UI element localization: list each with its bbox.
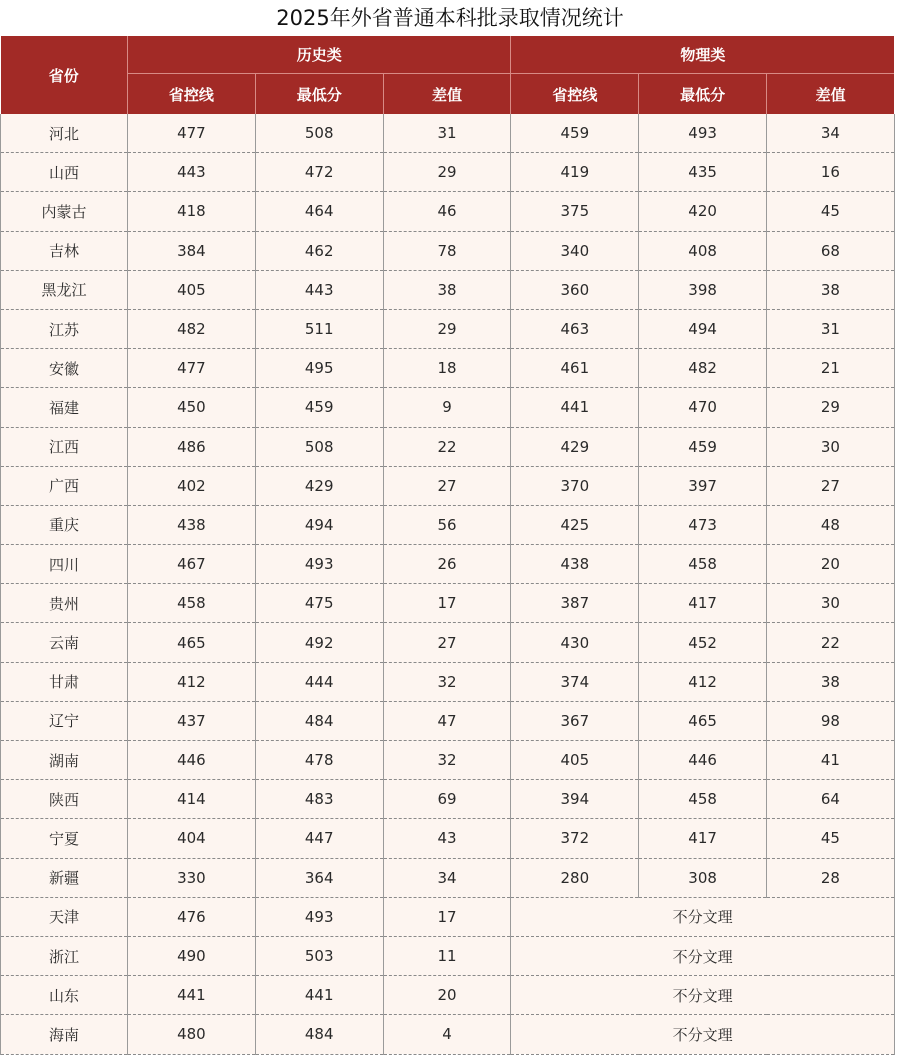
cell-province: 安徽	[1, 349, 128, 388]
cell-physics-control-line: 425	[511, 505, 639, 544]
cell-history-control-line: 446	[128, 741, 256, 780]
table-row	[1, 270, 895, 309]
table-row	[1, 936, 895, 975]
header-history-group: 历史类	[128, 36, 511, 74]
cell-history-difference: 47	[383, 701, 511, 740]
cell-physics-difference: 27	[767, 466, 895, 505]
cell-history-control-line: 437	[128, 701, 256, 740]
cell-physics-difference: 30	[767, 427, 895, 466]
header-physics-min-score: 最低分	[639, 74, 767, 115]
table-row	[1, 545, 895, 584]
cell-physics-min-score: 473	[639, 505, 767, 544]
cell-history-difference: 32	[383, 741, 511, 780]
cell-history-difference: 31	[383, 114, 511, 153]
cell-physics-min-score: 446	[639, 741, 767, 780]
cell-history-min-score: 508	[255, 114, 383, 153]
cell-province: 河北	[1, 114, 128, 153]
page-title: 2025年外省普通本科批录取情况统计	[0, 0, 900, 36]
cell-history-min-score: 495	[255, 349, 383, 388]
cell-history-min-score: 493	[255, 897, 383, 936]
cell-history-control-line: 384	[128, 231, 256, 270]
cell-province: 海南	[1, 1015, 128, 1054]
cell-physics-control-line: 360	[511, 270, 639, 309]
cell-province: 江西	[1, 427, 128, 466]
cell-history-control-line: 330	[128, 858, 256, 897]
cell-province: 山西	[1, 153, 128, 192]
cell-physics-control-line: 372	[511, 819, 639, 858]
cell-history-control-line: 438	[128, 505, 256, 544]
cell-history-min-score: 483	[255, 780, 383, 819]
table-row	[1, 976, 895, 1015]
cell-physics-difference: 21	[767, 349, 895, 388]
cell-history-difference: 46	[383, 192, 511, 231]
cell-history-difference: 56	[383, 505, 511, 544]
admission-table	[0, 36, 895, 1055]
cell-physics-min-score: 412	[639, 662, 767, 701]
cell-province: 云南	[1, 623, 128, 662]
cell-physics-min-score: 465	[639, 701, 767, 740]
cell-physics-min-score: 459	[639, 427, 767, 466]
cell-physics-difference: 16	[767, 153, 895, 192]
cell-physics-control-line: 463	[511, 309, 639, 348]
cell-physics-difference: 45	[767, 192, 895, 231]
cell-history-difference: 43	[383, 819, 511, 858]
cell-no-split-note: 不分文理	[511, 936, 894, 975]
cell-history-min-score: 472	[255, 153, 383, 192]
cell-history-difference: 27	[383, 466, 511, 505]
cell-history-min-score: 462	[255, 231, 383, 270]
cell-physics-control-line: 387	[511, 584, 639, 623]
cell-physics-min-score: 452	[639, 623, 767, 662]
header-history-control-line: 省控线	[128, 74, 256, 115]
cell-province: 内蒙古	[1, 192, 128, 231]
table-row	[1, 427, 895, 466]
cell-history-control-line: 418	[128, 192, 256, 231]
header-province: 省份	[1, 36, 128, 114]
header-history-difference: 差值	[383, 74, 511, 115]
cell-history-control-line: 441	[128, 976, 256, 1015]
cell-history-min-score: 441	[255, 976, 383, 1015]
cell-physics-min-score: 494	[639, 309, 767, 348]
admission-table-container	[0, 36, 894, 1055]
cell-history-control-line: 477	[128, 349, 256, 388]
table-row	[1, 114, 895, 153]
cell-history-min-score: 475	[255, 584, 383, 623]
cell-no-split-note: 不分文理	[511, 897, 894, 936]
header-history-min-score: 最低分	[255, 74, 383, 115]
cell-physics-difference: 30	[767, 584, 895, 623]
cell-physics-difference: 48	[767, 505, 895, 544]
cell-history-min-score: 447	[255, 819, 383, 858]
cell-history-control-line: 414	[128, 780, 256, 819]
table-row	[1, 309, 895, 348]
table-row	[1, 741, 895, 780]
cell-history-control-line: 480	[128, 1015, 256, 1054]
table-header	[1, 36, 895, 114]
cell-history-min-score: 494	[255, 505, 383, 544]
cell-province: 广西	[1, 466, 128, 505]
cell-province: 江苏	[1, 309, 128, 348]
cell-province: 辽宁	[1, 701, 128, 740]
cell-history-difference: 32	[383, 662, 511, 701]
cell-history-difference: 17	[383, 584, 511, 623]
table-row	[1, 1015, 895, 1054]
cell-no-split-note: 不分文理	[511, 1015, 894, 1054]
cell-history-control-line: 443	[128, 153, 256, 192]
cell-history-min-score: 464	[255, 192, 383, 231]
cell-history-control-line: 405	[128, 270, 256, 309]
cell-province: 天津	[1, 897, 128, 936]
cell-physics-control-line: 340	[511, 231, 639, 270]
cell-province: 陕西	[1, 780, 128, 819]
cell-history-control-line: 404	[128, 819, 256, 858]
cell-no-split-note: 不分文理	[511, 976, 894, 1015]
cell-history-difference: 34	[383, 858, 511, 897]
cell-physics-min-score: 398	[639, 270, 767, 309]
table-row	[1, 192, 895, 231]
cell-history-difference: 20	[383, 976, 511, 1015]
table-body	[1, 114, 895, 1054]
header-physics-control-line: 省控线	[511, 74, 639, 115]
cell-history-difference: 78	[383, 231, 511, 270]
cell-physics-control-line: 375	[511, 192, 639, 231]
cell-history-difference: 9	[383, 388, 511, 427]
cell-physics-difference: 22	[767, 623, 895, 662]
cell-history-control-line: 477	[128, 114, 256, 153]
cell-history-difference: 18	[383, 349, 511, 388]
cell-physics-control-line: 461	[511, 349, 639, 388]
cell-physics-control-line: 438	[511, 545, 639, 584]
cell-history-min-score: 484	[255, 1015, 383, 1054]
cell-history-min-score: 478	[255, 741, 383, 780]
table-row	[1, 623, 895, 662]
cell-history-min-score: 364	[255, 858, 383, 897]
cell-physics-control-line: 430	[511, 623, 639, 662]
cell-history-difference: 38	[383, 270, 511, 309]
cell-physics-min-score: 493	[639, 114, 767, 153]
cell-physics-difference: 45	[767, 819, 895, 858]
cell-physics-control-line: 459	[511, 114, 639, 153]
cell-physics-min-score: 458	[639, 545, 767, 584]
cell-history-control-line: 490	[128, 936, 256, 975]
cell-physics-difference: 68	[767, 231, 895, 270]
cell-physics-min-score: 458	[639, 780, 767, 819]
header-physics-group: 物理类	[511, 36, 894, 74]
table-row	[1, 466, 895, 505]
cell-history-difference: 27	[383, 623, 511, 662]
cell-history-control-line: 458	[128, 584, 256, 623]
cell-province: 浙江	[1, 936, 128, 975]
cell-province: 湖南	[1, 741, 128, 780]
cell-physics-control-line: 429	[511, 427, 639, 466]
cell-history-difference: 11	[383, 936, 511, 975]
table-row	[1, 780, 895, 819]
cell-physics-min-score: 482	[639, 349, 767, 388]
cell-history-min-score: 459	[255, 388, 383, 427]
cell-history-control-line: 402	[128, 466, 256, 505]
table-row	[1, 819, 895, 858]
cell-physics-difference: 64	[767, 780, 895, 819]
cell-province: 吉林	[1, 231, 128, 270]
cell-physics-control-line: 405	[511, 741, 639, 780]
cell-physics-min-score: 408	[639, 231, 767, 270]
table-row	[1, 701, 895, 740]
cell-physics-difference: 20	[767, 545, 895, 584]
cell-history-min-score: 492	[255, 623, 383, 662]
cell-physics-min-score: 420	[639, 192, 767, 231]
cell-physics-control-line: 370	[511, 466, 639, 505]
cell-history-min-score: 484	[255, 701, 383, 740]
cell-physics-min-score: 435	[639, 153, 767, 192]
cell-history-min-score: 493	[255, 545, 383, 584]
cell-province: 四川	[1, 545, 128, 584]
cell-history-control-line: 482	[128, 309, 256, 348]
cell-history-min-score: 511	[255, 309, 383, 348]
cell-history-min-score: 508	[255, 427, 383, 466]
table-row	[1, 349, 895, 388]
cell-physics-control-line: 394	[511, 780, 639, 819]
cell-province: 甘肃	[1, 662, 128, 701]
cell-physics-control-line: 419	[511, 153, 639, 192]
cell-physics-control-line: 441	[511, 388, 639, 427]
cell-history-difference: 69	[383, 780, 511, 819]
header-physics-difference: 差值	[767, 74, 895, 115]
cell-history-control-line: 476	[128, 897, 256, 936]
cell-physics-min-score: 470	[639, 388, 767, 427]
cell-province: 山东	[1, 976, 128, 1015]
cell-history-control-line: 412	[128, 662, 256, 701]
cell-physics-min-score: 397	[639, 466, 767, 505]
table-row	[1, 388, 895, 427]
cell-history-min-score: 443	[255, 270, 383, 309]
cell-history-min-score: 429	[255, 466, 383, 505]
cell-physics-difference: 38	[767, 270, 895, 309]
cell-province: 重庆	[1, 505, 128, 544]
cell-history-difference: 17	[383, 897, 511, 936]
table-row	[1, 584, 895, 623]
cell-physics-difference: 28	[767, 858, 895, 897]
cell-history-difference: 29	[383, 153, 511, 192]
cell-physics-difference: 98	[767, 701, 895, 740]
cell-history-control-line: 450	[128, 388, 256, 427]
cell-physics-min-score: 417	[639, 819, 767, 858]
cell-history-min-score: 444	[255, 662, 383, 701]
cell-history-min-score: 503	[255, 936, 383, 975]
cell-history-difference: 22	[383, 427, 511, 466]
cell-physics-control-line: 280	[511, 858, 639, 897]
table-row	[1, 505, 895, 544]
cell-physics-difference: 34	[767, 114, 895, 153]
cell-history-control-line: 467	[128, 545, 256, 584]
cell-history-difference: 4	[383, 1015, 511, 1054]
table-row	[1, 153, 895, 192]
cell-physics-difference: 31	[767, 309, 895, 348]
cell-history-control-line: 465	[128, 623, 256, 662]
cell-physics-control-line: 374	[511, 662, 639, 701]
cell-physics-min-score: 417	[639, 584, 767, 623]
cell-province: 新疆	[1, 858, 128, 897]
cell-province: 宁夏	[1, 819, 128, 858]
table-row	[1, 231, 895, 270]
cell-province: 贵州	[1, 584, 128, 623]
cell-physics-difference: 38	[767, 662, 895, 701]
cell-province: 福建	[1, 388, 128, 427]
cell-physics-difference: 41	[767, 741, 895, 780]
cell-physics-difference: 29	[767, 388, 895, 427]
table-row	[1, 897, 895, 936]
table-row	[1, 662, 895, 701]
cell-physics-control-line: 367	[511, 701, 639, 740]
cell-history-difference: 29	[383, 309, 511, 348]
cell-history-control-line: 486	[128, 427, 256, 466]
cell-physics-min-score: 308	[639, 858, 767, 897]
cell-history-difference: 26	[383, 545, 511, 584]
table-row	[1, 858, 895, 897]
cell-province: 黑龙江	[1, 270, 128, 309]
